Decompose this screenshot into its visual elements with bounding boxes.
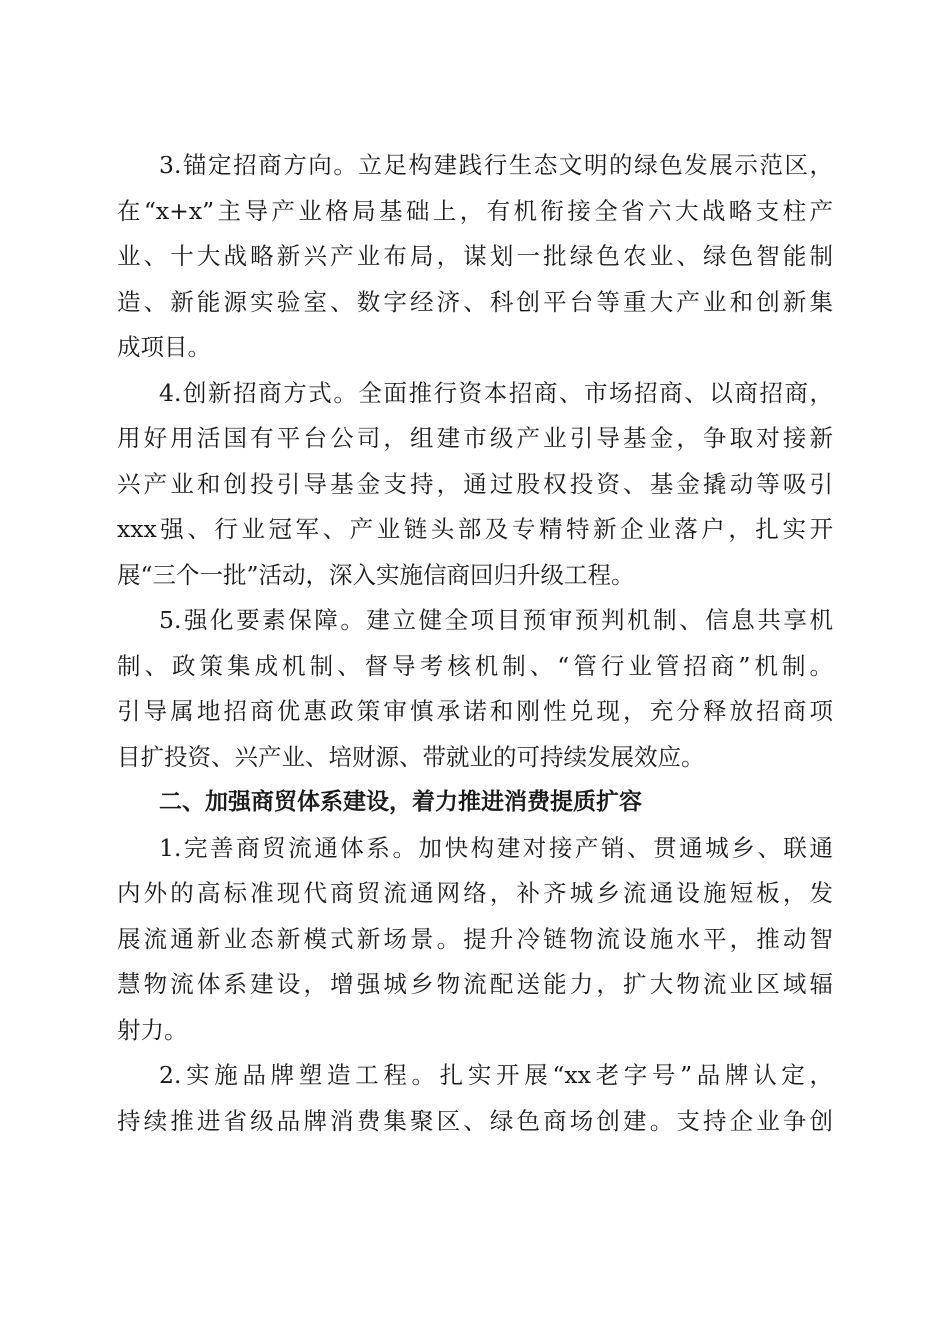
paragraph-4-line-5: 展“三个一批”活动，深入实施信商回归升级工程。 bbox=[117, 560, 635, 589]
paragraph-5-line-3: 引导属地招商优惠政策审慎承诺和刚性兑现，充分释放招商项 bbox=[117, 697, 833, 725]
paragraph-3-line-1: 3.锚定招商方向。立足构建践行生态文明的绿色发展示范区， bbox=[159, 151, 833, 179]
paragraph-5-line-4: 目扩投资、兴产业、培财源、带就业的可持续发展效应。 bbox=[117, 742, 705, 771]
paragraph-3-line-3: 业、十大战略新兴产业布局，谋划一批绿色农业、绿色智能制 bbox=[117, 242, 833, 270]
paragraph-1-line-3: 展流通新业态新模式新场景。提升冷链物流设施水平，推动智 bbox=[117, 924, 833, 953]
paragraph-3-line-5: 成项目。 bbox=[117, 333, 211, 361]
paragraph-1-line-4: 慧物流体系建设，增强城乡物流配送能力，扩大物流业区域辐 bbox=[117, 970, 833, 998]
paragraph-4-line-3: 兴产业和创投引导基金支持，通过股权投资、基金撬动等吸引 bbox=[117, 469, 833, 498]
paragraph-5-line-1: 5.强化要素保障。建立健全项目预审预判机制、信息共享机 bbox=[159, 606, 833, 634]
paragraph-1-line-1: 1.完善商贸流通体系。加快构建对接产销、贯通城乡、联通 bbox=[159, 833, 833, 862]
paragraph-3-line-2: 在“x+x”主导产业格局基础上，有机衔接全省六大战略支柱产 bbox=[117, 196, 833, 225]
paragraph-1-line-2: 内外的高标准现代商贸流通网络，补齐城乡流通设施短板，发 bbox=[117, 879, 833, 907]
paragraph-1-line-5: 射力。 bbox=[117, 1015, 188, 1044]
paragraph-3-line-4: 造、新能源实验室、数字经济、科创平台等重大产业和创新集 bbox=[117, 287, 833, 316]
paragraph-4-line-1: 4.创新招商方式。全面推行资本招商、市场招商、以商招商， bbox=[159, 378, 833, 407]
paragraph-2-line-1: 2.实施品牌塑造工程。扎实开展“xx老字号”品牌认定， bbox=[159, 1061, 833, 1089]
paragraph-5-line-2: 制、政策集成机制、督导考核机制、“管行业管招商”机制。 bbox=[117, 651, 833, 680]
paragraph-4-line-4: xxx强、行业冠军、产业链头部及专精特新企业落户，扎实开 bbox=[117, 515, 833, 543]
paragraph-4-line-2: 用好用活国有平台公司，组建市级产业引导基金，争取对接新 bbox=[117, 424, 833, 452]
section-heading: 二、加强商贸体系建设，着力推进消费提质扩容 bbox=[159, 789, 642, 815]
paragraph-2-line-2: 持续推进省级品牌消费集聚区、绿色商场创建。支持企业争创 bbox=[117, 1106, 833, 1135]
document-body bbox=[117, 143, 833, 1144]
